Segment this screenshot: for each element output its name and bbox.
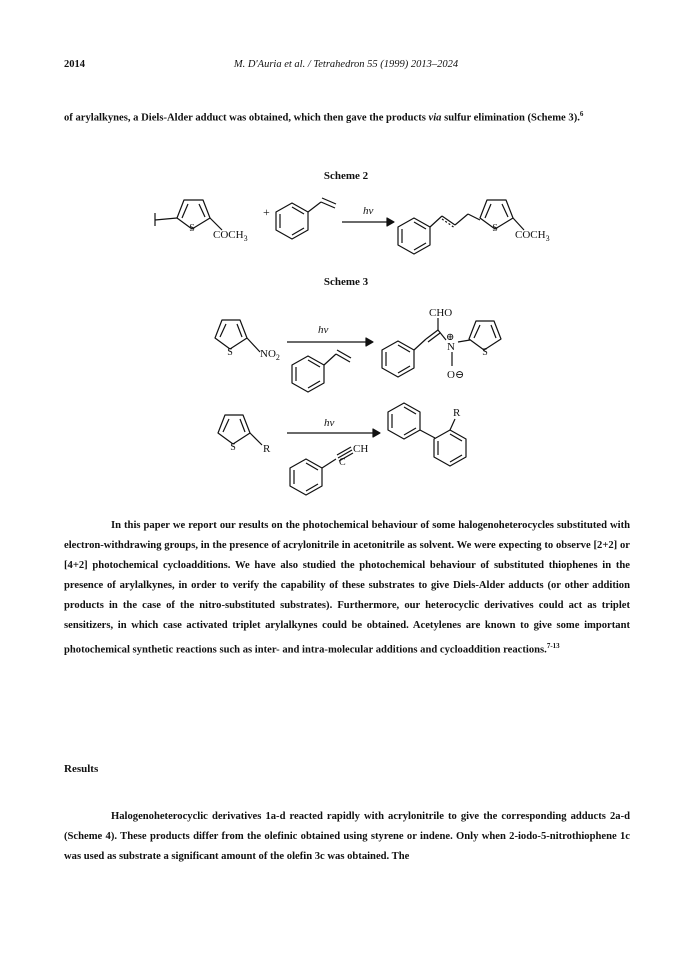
s3-no2	[260, 348, 280, 362]
s2-coch3-left-sub: 3	[243, 234, 248, 243]
intro-ref: 6	[579, 110, 584, 118]
s3-no2-sub: 2	[275, 353, 280, 362]
s3-o-minus: O⊖	[447, 369, 465, 381]
scheme-3-arrow-2	[287, 429, 380, 437]
s3-r-2: R	[453, 407, 461, 419]
scheme-3-nitrothiophene	[215, 320, 260, 352]
results-heading: Results	[64, 763, 99, 775]
page-number: 2014	[64, 59, 85, 70]
intro-text-b: sulfur elimination (Scheme 3).	[441, 112, 580, 124]
scheme-2-styrene	[276, 198, 336, 239]
s2-hv: hv	[363, 205, 374, 217]
s2-coch3-right	[515, 229, 550, 243]
s3-ch: CH	[353, 443, 369, 455]
s3-s-3: S	[230, 442, 236, 453]
s3-c: C	[339, 457, 346, 468]
scheme-3-phenylacetylene	[290, 447, 353, 495]
intro-via: via	[428, 112, 442, 124]
s3-n: N	[447, 341, 455, 353]
scheme-3-styrene	[292, 350, 351, 392]
scheme-2-arrow	[342, 218, 394, 226]
main-paragraph-text: In this paper we report our results on the photochemical behaviour of some halogenoheterocycles substituted with electron-withdrawing groups, in the presence of acrylonitrile in acetonitrile as solvent. We were expecting to observe [2+2] or [4+2] photochemical cycloadditions. We have also studied the photochemical behaviour of substituted thiophenes in the presence of arylalkynes, in order to verify the capability of these substrates to give Diels-Alder adducts (or other addition products in the case of the nitro-substituted substrates). Furthermore, our heterocyclic derivatives could act as triplet sensitizers, in which case activated triplet arylalkynes could be obtained. Acetylenes are known to give some important photochemical synthetic reactions such as inter- and intra-molecular additions and cycloaddition reactions.	[64, 520, 630, 656]
s3-n-plus: ⊕	[446, 332, 455, 343]
s2-coch3-right-text: COCH	[515, 229, 546, 241]
s3-cho: CHO	[429, 307, 453, 319]
s3-s-2: S	[482, 347, 488, 358]
intro-text-a: of arylalkynes, a Diels-Alder adduct was obtained, which then gave the products	[64, 112, 429, 124]
s2-coch3-left-text: COCH	[213, 229, 244, 241]
main-paragraph-ref: 7-13	[546, 642, 560, 650]
main-paragraph	[64, 516, 630, 661]
scheme-3-label: Scheme 3	[323, 276, 369, 288]
s2-plus: +	[263, 205, 270, 219]
scheme-2-label: Scheme 2	[323, 170, 369, 182]
s2-s-right: S	[492, 223, 498, 234]
s2-coch3-left	[213, 229, 248, 243]
s3-r-1: R	[263, 443, 271, 455]
s3-s-1: S	[227, 347, 233, 358]
s3-no2-text: NO	[260, 348, 276, 360]
results-paragraph: Halogenoheterocyclic derivatives 1a-d reacted rapidly with acrylonitrile to give the corresponding adducts 2a-d (Scheme 4). These products differ from the olefinic obtained using styrene or indene. Only when 2-iodo-5-nitrothiophene 1c was used as substrate a significant amount of the olefin 3c was obtained. The	[64, 811, 630, 862]
scheme-3-thiophene-r	[218, 415, 262, 445]
s3-hv-2: hv	[324, 417, 335, 429]
scheme-3-arrow-1	[287, 338, 373, 346]
scheme-2-product	[398, 200, 524, 254]
s2-coch3-right-sub: 3	[545, 234, 550, 243]
running-head: M. D'Auria et al. / Tetrahedron 55 (1999) 2013–2024	[233, 59, 459, 70]
s2-s-left: S	[189, 223, 195, 234]
s3-hv-1: hv	[318, 324, 329, 336]
